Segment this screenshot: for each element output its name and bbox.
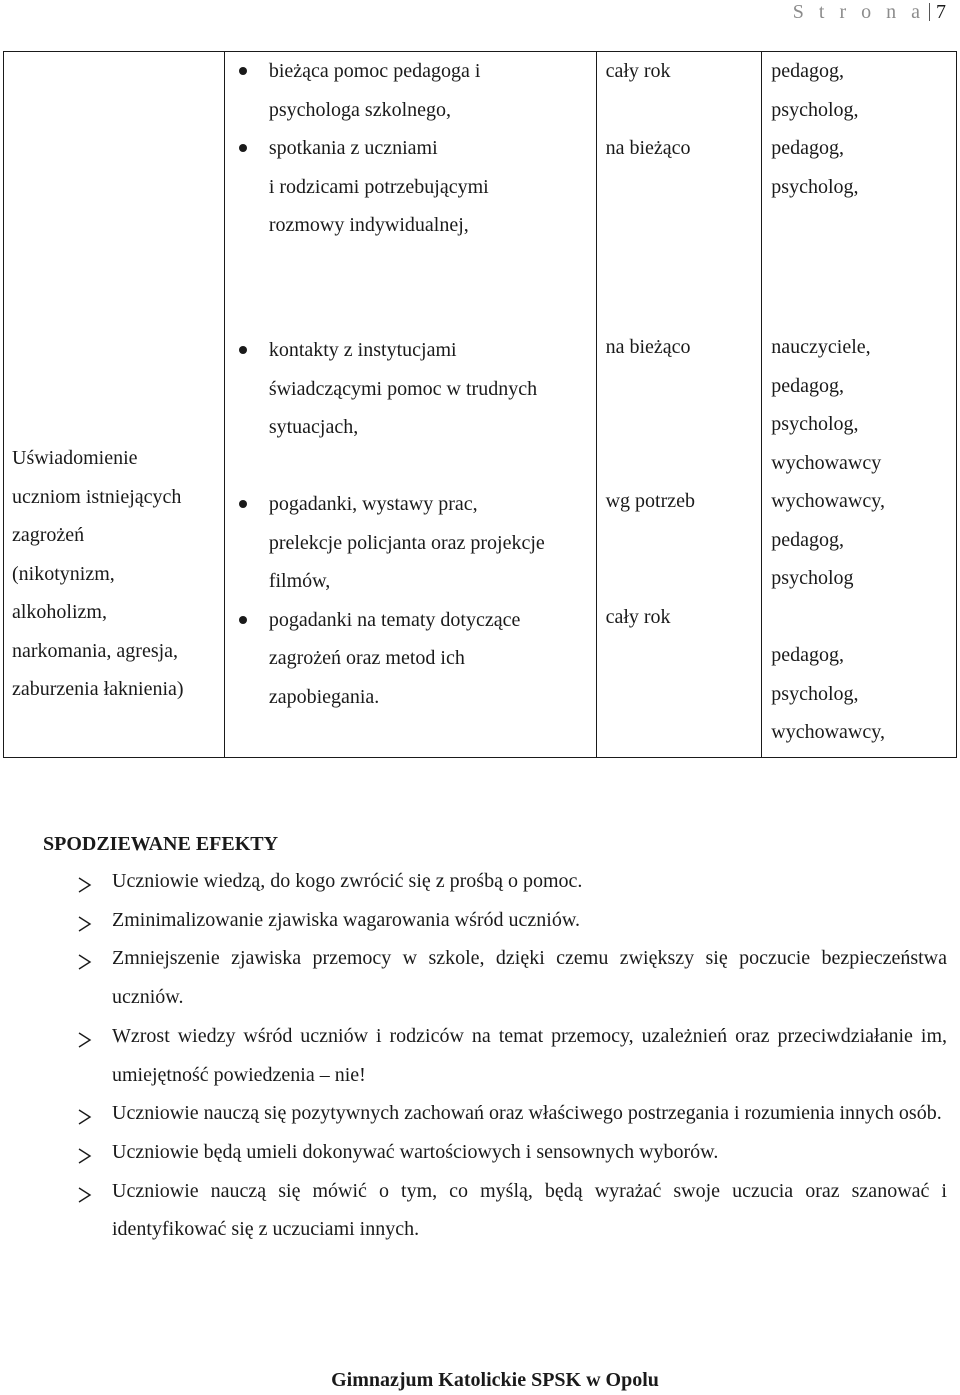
effects-list xyxy=(43,862,947,1249)
term-text: na bieżąco xyxy=(605,137,691,159)
term-cell xyxy=(596,52,762,286)
list-item: Uczniowie nauczą się mówić o tym, co myślą, będą wyrażać swoje uczucia oraz szanować i identyfikować się z uczuciami innych. xyxy=(42,1172,947,1249)
page-label: S t r o n a xyxy=(792,1,925,23)
activities-cell xyxy=(224,52,596,286)
list-item: Uczniowie wiedzą, do kogo zwrócić się z prośbą o pomoc. xyxy=(42,862,947,901)
page-number: 7 xyxy=(936,1,946,23)
header-divider xyxy=(929,3,930,21)
responsible-text: pedagog, xyxy=(771,528,845,551)
page-header xyxy=(793,0,946,24)
responsible-text: wychowawcy, xyxy=(771,490,885,512)
arrow-bullet-icon xyxy=(78,1023,92,1062)
goal-cell xyxy=(4,52,225,286)
responsible-cell xyxy=(762,52,957,286)
goal-text: zagrożeń xyxy=(12,524,85,546)
plan-table xyxy=(3,51,957,758)
goal-text: uczniom istniejących xyxy=(12,485,182,508)
responsible-text: pedagog, xyxy=(771,644,845,666)
responsible-text: psycholog, xyxy=(771,682,859,705)
bullet-icon xyxy=(239,67,247,75)
list-item: Uczniowie nauczą się pozytywnych zachowań oraz właściwego postrzegania i rozumienia innych osób. xyxy=(42,1094,947,1133)
goal-text: zaburzenia łaknienia) xyxy=(12,678,184,700)
goal-text: (nikotynizm, xyxy=(12,562,115,585)
responsible-cell xyxy=(762,285,957,758)
term-text: cały rok xyxy=(605,605,671,628)
page-footer: Gimnazjum Katolickie SPSK w Opolu xyxy=(331,1369,659,1391)
responsible-text: psycholog, xyxy=(771,413,859,435)
responsible-text: psycholog, xyxy=(771,175,859,198)
responsible-text: nauczyciele, xyxy=(771,336,871,358)
list-item: Zminimalizowanie zjawiska wagarowania wśród uczniów. xyxy=(42,901,947,940)
term-cell xyxy=(596,285,762,758)
responsible-text: psycholog xyxy=(771,567,854,589)
expected-effects-section xyxy=(43,826,947,1249)
responsible-text: wychowawcy xyxy=(771,451,882,474)
term-text: wg potrzeb xyxy=(605,490,695,512)
goal-text: Uświadomienie xyxy=(12,447,138,469)
bullet-icon xyxy=(239,144,247,152)
term-text: cały rok xyxy=(605,60,671,82)
activity-item: pogadanki, wystawy prac, prelekcje policjanta oraz projekcje filmów, xyxy=(235,485,596,601)
goal-text: alkoholizm, xyxy=(12,601,107,623)
responsible-text: wychowawcy, xyxy=(771,721,885,743)
arrow-bullet-icon xyxy=(78,1178,92,1217)
goal-cell xyxy=(4,285,225,758)
list-item: Wzrost wiedzy wśród uczniów i rodziców na temat przemocy, uzależnień oraz przeciwdziałanie im, umiejętność powiedzenia – nie! xyxy=(42,1017,947,1094)
activity-item: bieżąca pomoc pedagoga i psychologa szkolnego, xyxy=(235,52,596,129)
table-row xyxy=(4,52,957,286)
list-item: Uczniowie będą umieli dokonywać wartościowych i sensownych wyborów. xyxy=(42,1133,947,1172)
bullet-icon xyxy=(239,616,247,624)
activity-item: pogadanki na tematy dotyczące zagrożeń oraz metod ich zapobiegania. xyxy=(235,601,596,717)
goal-text: narkomania, agresja, xyxy=(12,639,179,662)
responsible-text: pedagog, xyxy=(771,60,845,82)
responsible-text: pedagog, xyxy=(771,137,845,159)
arrow-bullet-icon xyxy=(78,945,92,984)
section-title: SPODZIEWANE EFEKTY xyxy=(43,833,279,855)
activity-item: kontakty z instytucjami świadczącymi pomoc w trudnych sytuacjach, xyxy=(235,331,596,447)
list-item: Zmniejszenie zjawiska przemocy w szkole, dzięki czemu zwiększy się poczucie bezpieczeństwa uczniów. xyxy=(42,939,947,1016)
activities-cell xyxy=(224,285,596,758)
activity-item: spotkania z uczniami i rodzicami potrzebującymi rozmowy indywidualnej, xyxy=(235,129,596,245)
table-row xyxy=(4,285,957,758)
responsible-text: pedagog, xyxy=(771,374,845,397)
bullet-icon xyxy=(239,346,247,354)
term-text: na bieżąco xyxy=(605,336,691,358)
responsible-text: psycholog, xyxy=(771,98,859,121)
bullet-icon xyxy=(239,500,247,508)
